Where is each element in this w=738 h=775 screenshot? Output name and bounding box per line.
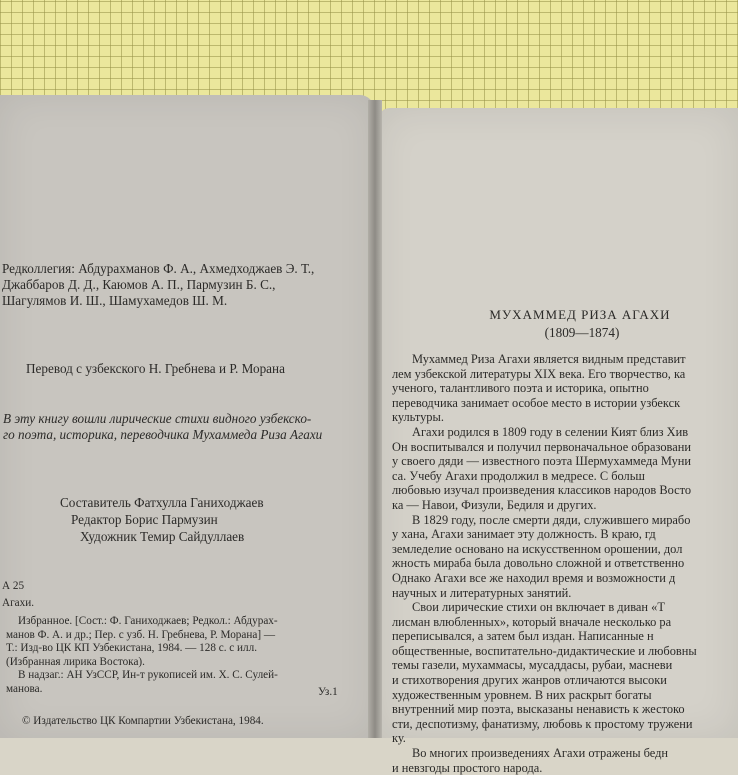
translator-name: Н. Гребнева bbox=[148, 361, 216, 376]
body-line: темы газели, мухаммасы, мусаддасы, рубаи, масневи bbox=[392, 658, 673, 673]
body-line: художественным уровнем. В них раскрыт богаты bbox=[392, 687, 652, 702]
article-body bbox=[392, 352, 697, 775]
annotation-line: В эту книгу вошли лирические стихи видного узбекско- bbox=[3, 411, 312, 426]
article-title: МУХАММЕД РИЗА АГАХИ bbox=[489, 307, 671, 322]
body-line: переписывался, а затем был издан. Написанные н bbox=[392, 629, 654, 644]
catalog-description bbox=[6, 615, 278, 696]
credit-role: Художник bbox=[80, 529, 141, 544]
catalog-code: А 25 bbox=[2, 580, 25, 592]
body-line: лисман влюбленных», который вначале несколько ра bbox=[392, 614, 672, 629]
body-line: и невзгоды простого народа. bbox=[392, 760, 543, 775]
credit-name: Темир Сайдуллаев bbox=[140, 529, 245, 544]
body-line: переводчика занимает особое место в истории узбекск bbox=[392, 395, 681, 410]
credit-line bbox=[60, 494, 264, 511]
copyright-notice: © Издательство ЦК Компартии Узбекистана, 1984. bbox=[22, 715, 264, 727]
body-line: у своего дяди — известного поэта Шермухаммеда Муни bbox=[392, 454, 692, 469]
annotation-line: го поэта, историка, переводчика Мухаммеда Риза Агахи bbox=[3, 427, 323, 442]
body-line: земледелие основано на искусственном орошении, дол bbox=[392, 541, 683, 556]
body-line: лем узбекской литературы XIX века. Его творчество, ка bbox=[392, 366, 686, 381]
credit-line bbox=[60, 511, 264, 528]
translator-name: Р. Морана bbox=[229, 361, 285, 376]
body-line: Однако Агахи все же находил время и возможности д bbox=[392, 570, 676, 585]
article-years: (1809—1874) bbox=[544, 325, 620, 340]
credit-role: Редактор bbox=[71, 512, 125, 527]
catalog-line: манова. bbox=[6, 682, 43, 695]
credit-role: Составитель bbox=[60, 495, 135, 510]
body-line: жность мираба была довольно сложной и ответственно bbox=[392, 556, 685, 571]
editorial-line: Шагулямов И. Ш., Шамухамедов Ш. М. bbox=[2, 293, 228, 308]
catalog-line: Избранное. [Сост.: Ф. Ганиходжаев; Редкол.: Абдурах- bbox=[18, 615, 278, 627]
catalog-line: манов Ф. А. и др.; Пер. с узб. Н. Гребнева, Р. Морана] — bbox=[6, 628, 276, 641]
body-line: Во многих произведениях Агахи отражены бедн bbox=[412, 746, 669, 761]
body-line: ку. bbox=[392, 731, 406, 746]
translation-credit bbox=[26, 361, 285, 377]
catalog-name: Агахи. bbox=[2, 597, 35, 609]
catalog-line: В надзаг.: АН УзССР, Ин-т рукописей им. Х. С. Сулей- bbox=[18, 669, 278, 681]
editorial-board bbox=[2, 261, 314, 309]
body-line: Агахи родился в 1809 году в селении Кият близ Хив bbox=[412, 424, 689, 439]
body-line: ученого, талантливого поэта и историка, опытно bbox=[392, 381, 649, 396]
body-line: внутренний мир поэта, высказаны ненависть к жестоко bbox=[392, 702, 685, 717]
body-line: ка — Навои, Физули, Бедиля и других. bbox=[392, 497, 597, 512]
body-line: са. Учебу Агахи продолжил в медресе. С больш bbox=[392, 468, 645, 483]
body-line: и стихотворения других жанров отличаются высоки bbox=[392, 673, 667, 688]
body-line: общественные, воспитательно-дидактические и любовны bbox=[392, 643, 697, 658]
annotation bbox=[3, 411, 322, 443]
body-line: Он воспитывался и получил первоначальное образовани bbox=[392, 439, 691, 454]
credit-line bbox=[60, 528, 264, 545]
editorial-line: Редколлегия: Абдурахманов Ф. А., Ахмедходжаев Э. Т., bbox=[2, 261, 315, 276]
credit-name: Фатхулла Ганиходжаев bbox=[134, 495, 264, 510]
body-line: научных и литературных занятий. bbox=[392, 585, 572, 600]
body-line: Свои лирические стихи он включает в диван «Т bbox=[412, 600, 665, 615]
body-line: у хана, Агахи занимает эту должность. В краю, гд bbox=[392, 527, 656, 542]
book-gutter bbox=[368, 100, 382, 738]
editorial-line: Джаббаров Д. Д., Каюмов А. П., Пармузин Б. С., bbox=[2, 277, 276, 292]
translation-conj: и bbox=[215, 361, 230, 376]
catalog-line: Т.: Изд-во ЦК КП Узбекистана, 1984. — 128 с. с илл. bbox=[6, 642, 257, 654]
catalog-line: (Избранная лирика Востока). bbox=[6, 655, 145, 668]
body-line: сти, деспотизму, фанатизму, любовь к простому тружени bbox=[392, 716, 693, 731]
credit-name: Борис Пармузин bbox=[124, 512, 218, 527]
credits-block bbox=[60, 494, 264, 545]
translation-prefix: Перевод с узбекского bbox=[26, 361, 149, 376]
body-line: культуры. bbox=[392, 410, 444, 425]
body-line: любовью изучал произведения классиков народов Восто bbox=[392, 483, 692, 498]
classification-index: Уз.1 bbox=[318, 686, 338, 698]
body-line: Мухаммед Риза Агахи является видным представит bbox=[412, 352, 686, 366]
body-line: В 1829 году, после смерти дяди, служившего мирабо bbox=[412, 512, 691, 527]
